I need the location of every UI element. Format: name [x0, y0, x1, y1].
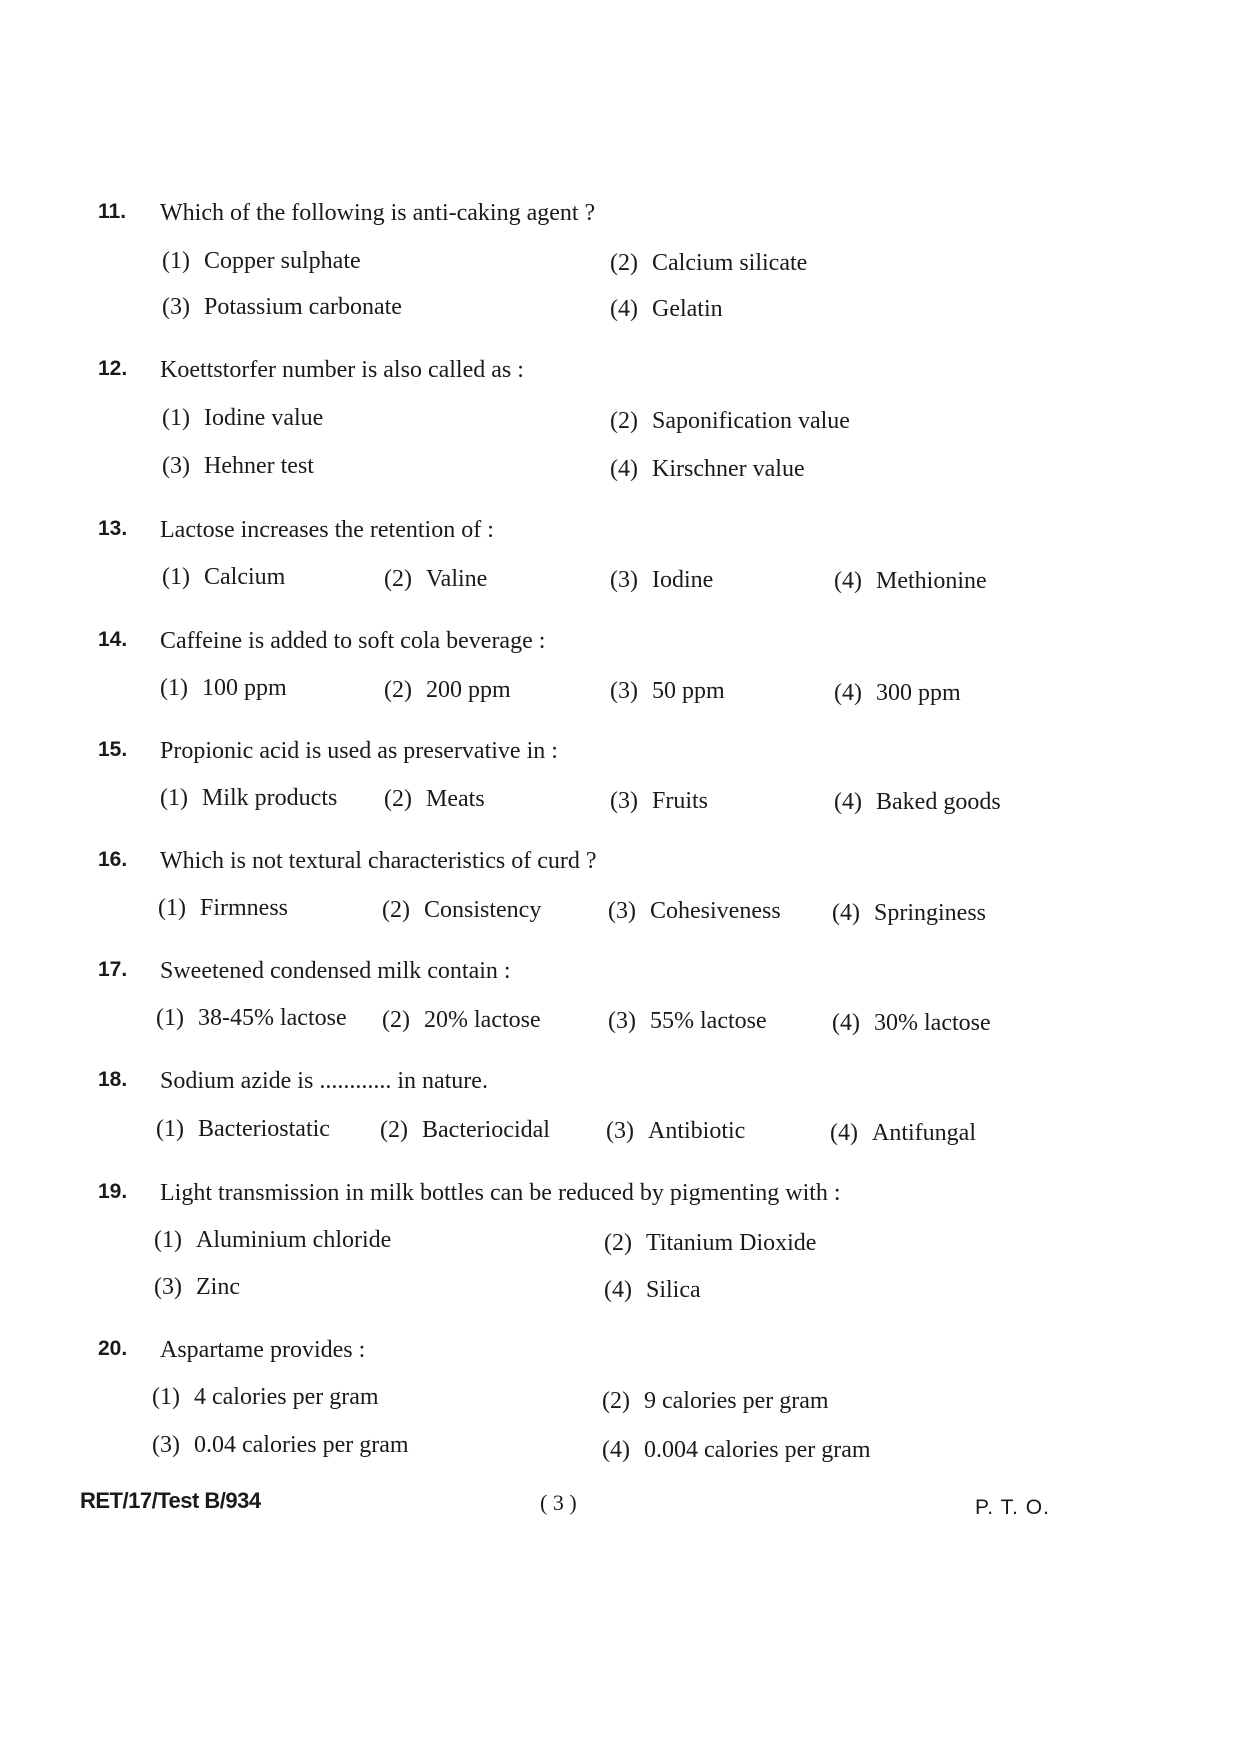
option-label: Calcium silicate [652, 250, 808, 276]
option-label: 0.004 calories per gram [644, 1437, 871, 1463]
option-number: (1) [162, 564, 190, 590]
option-number: (4) [602, 1437, 630, 1463]
option-label: Antifungal [872, 1120, 976, 1146]
option-number: (4) [610, 456, 638, 482]
option-number: (3) [606, 1118, 634, 1144]
option-2 [382, 897, 541, 924]
option-number: (3) [152, 1432, 180, 1458]
option-number: (4) [832, 1010, 860, 1036]
question-text: Lactose increases the retention of : [160, 517, 494, 543]
option-label: Fruits [652, 788, 709, 814]
option-number: (1) [160, 785, 188, 811]
question-number: 20. [98, 1337, 128, 1360]
question-text: Aspartame provides : [160, 1337, 366, 1363]
option-label: Kirschner value [652, 456, 805, 482]
option-4 [834, 568, 987, 595]
option-label: Valine [426, 566, 488, 592]
option-number: (3) [610, 678, 638, 704]
question-number: 18. [98, 1068, 128, 1091]
option-label: 100 ppm [202, 675, 287, 701]
option-number: (4) [834, 568, 862, 594]
option-number: (4) [830, 1120, 858, 1146]
option-label: Silica [646, 1277, 701, 1303]
option-3 [154, 1274, 240, 1301]
option-3 [606, 1118, 745, 1145]
option-1 [160, 675, 287, 702]
option-3 [152, 1432, 409, 1459]
option-number: (4) [832, 900, 860, 926]
option-number: (2) [604, 1230, 632, 1256]
option-number: (1) [162, 405, 190, 431]
option-3 [162, 294, 402, 321]
question-text: Sweetened condensed milk contain : [160, 958, 511, 984]
option-label: Potassium carbonate [204, 294, 402, 320]
question-number: 12. [98, 357, 128, 380]
option-1 [152, 1384, 379, 1411]
option-number: (2) [384, 786, 412, 812]
option-number: (4) [604, 1277, 632, 1303]
question-number: 17. [98, 958, 128, 981]
option-4 [610, 296, 723, 323]
option-4 [602, 1437, 871, 1464]
question-text: Koettstorfer number is also called as : [160, 357, 524, 383]
question-text: Sodium azide is ............ in nature. [160, 1068, 488, 1094]
option-number: (2) [382, 897, 410, 923]
option-label: 55% lactose [650, 1008, 767, 1034]
option-label: Zinc [196, 1274, 240, 1300]
paper-code: RET/17/Test B/934 [80, 1488, 261, 1513]
question-number: 11. [98, 200, 127, 223]
option-1 [162, 248, 361, 275]
question-text: Which is not textural characteristics of curd ? [160, 848, 597, 874]
option-number: (1) [156, 1116, 184, 1142]
option-number: (1) [154, 1227, 182, 1253]
option-label: Copper sulphate [204, 248, 361, 274]
option-2 [384, 786, 485, 813]
option-3 [162, 453, 314, 480]
option-number: (4) [834, 680, 862, 706]
option-label: 0.04 calories per gram [194, 1432, 409, 1458]
question-text: Which of the following is anti-caking agent ? [160, 200, 596, 226]
option-label: Bacteriocidal [422, 1117, 550, 1143]
option-label: 38-45% lactose [198, 1005, 347, 1031]
option-label: 50 ppm [652, 678, 725, 704]
option-number: (3) [162, 294, 190, 320]
option-2 [380, 1117, 550, 1144]
option-4 [610, 456, 805, 483]
option-4 [830, 1120, 976, 1147]
option-3 [610, 788, 708, 815]
option-1 [162, 405, 323, 432]
option-label: Aluminium chloride [196, 1227, 392, 1253]
question-text: Caffeine is added to soft cola beverage : [160, 628, 546, 654]
option-label: Consistency [424, 897, 542, 923]
option-label: 300 ppm [876, 680, 961, 706]
option-4 [834, 680, 961, 707]
question-text: Light transmission in milk bottles can be reduced by pigmenting with : [160, 1180, 841, 1206]
option-label: Firmness [200, 895, 289, 921]
page-number: ( 3 ) [540, 1490, 577, 1515]
option-4 [832, 900, 986, 927]
option-2 [384, 566, 487, 593]
option-1 [154, 1227, 391, 1254]
option-label: Milk products [202, 785, 338, 811]
option-number: (3) [610, 788, 638, 814]
option-number: (1) [162, 248, 190, 274]
option-number: (2) [384, 566, 412, 592]
option-label: Titanium Dioxide [646, 1230, 817, 1256]
option-1 [156, 1116, 330, 1143]
option-number: (4) [610, 296, 638, 322]
option-3 [610, 678, 725, 705]
option-2 [382, 1007, 541, 1034]
option-label: 200 ppm [426, 677, 511, 703]
option-1 [160, 785, 337, 812]
option-number: (2) [602, 1388, 630, 1414]
option-number: (3) [162, 453, 190, 479]
option-1 [158, 895, 288, 922]
option-4 [604, 1277, 701, 1304]
option-1 [156, 1005, 347, 1032]
option-number: (2) [610, 250, 638, 276]
option-2 [610, 408, 850, 435]
option-3 [610, 567, 713, 594]
option-label: Cohesiveness [650, 898, 781, 924]
question-number: 16. [98, 848, 128, 871]
option-3 [608, 1008, 767, 1035]
option-label: Hehner test [204, 453, 314, 479]
option-label: 20% lactose [424, 1007, 541, 1033]
option-number: (1) [158, 895, 186, 921]
option-number: (1) [152, 1384, 180, 1410]
please-turn-over: P. T. O. [975, 1496, 1050, 1519]
option-label: Baked goods [876, 789, 1001, 815]
question-text: Propionic acid is used as preservative in : [160, 738, 558, 764]
option-1 [162, 564, 285, 591]
option-number: (1) [156, 1005, 184, 1031]
option-2 [610, 250, 807, 277]
option-number: (2) [382, 1007, 410, 1033]
option-4 [832, 1010, 991, 1037]
option-number: (2) [384, 677, 412, 703]
option-label: Methionine [876, 568, 987, 594]
option-label: Springiness [874, 900, 987, 926]
question-number: 14. [98, 628, 128, 651]
option-label: Gelatin [652, 296, 723, 322]
option-label: 4 calories per gram [194, 1384, 379, 1410]
question-number: 13. [98, 517, 128, 540]
option-3 [608, 898, 781, 925]
option-label: Iodine [652, 567, 714, 593]
option-number: (1) [160, 675, 188, 701]
option-label: Bacteriostatic [198, 1116, 330, 1142]
option-label: Antibiotic [648, 1118, 746, 1144]
option-label: Iodine value [204, 405, 324, 431]
option-label: 30% lactose [874, 1010, 991, 1036]
option-number: (3) [610, 567, 638, 593]
question-number: 19. [98, 1180, 128, 1203]
option-number: (4) [834, 789, 862, 815]
option-number: (3) [608, 898, 636, 924]
option-label: 9 calories per gram [644, 1388, 829, 1414]
option-number: (3) [608, 1008, 636, 1034]
option-2 [384, 677, 511, 704]
option-label: Calcium [204, 564, 286, 590]
question-number: 15. [98, 738, 128, 761]
option-number: (3) [154, 1274, 182, 1300]
option-2 [602, 1388, 829, 1415]
option-2 [604, 1230, 816, 1257]
option-label: Meats [426, 786, 485, 812]
option-number: (2) [380, 1117, 408, 1143]
option-4 [834, 789, 1001, 816]
option-label: Saponification value [652, 408, 850, 434]
option-number: (2) [610, 408, 638, 434]
